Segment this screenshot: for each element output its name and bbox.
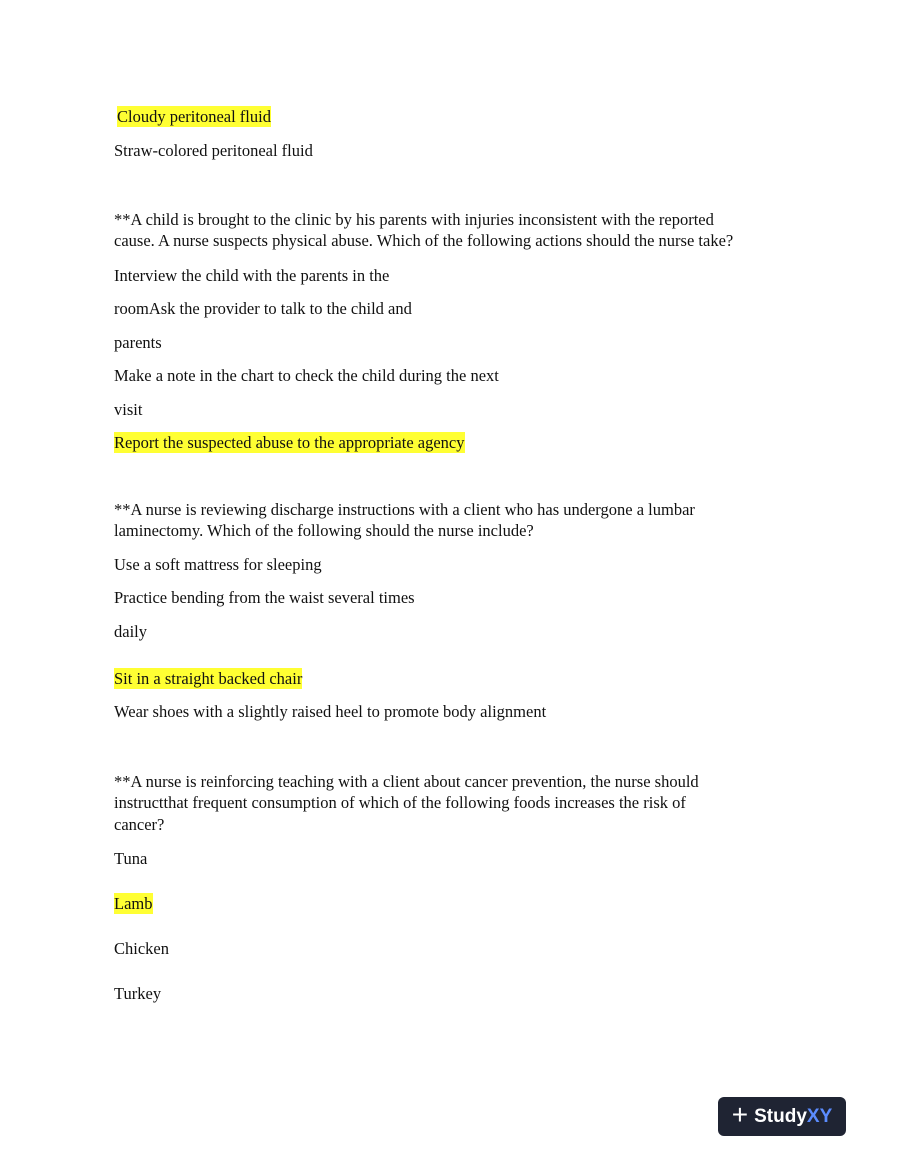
question-text: cause. A nurse suspects physical abuse. Which of the following actions should the nurse take? xyxy=(114,231,734,250)
answer-option: Turkey xyxy=(114,984,162,1003)
answer-highlighted: Sit in a straight backed chair xyxy=(114,669,303,688)
question-text: instructthat frequent consumption of which of the following foods increases the risk of xyxy=(114,793,686,812)
answer-option: roomAsk the provider to talk to the child and xyxy=(114,299,412,318)
answer-highlighted: Lamb xyxy=(114,894,153,913)
answer-option: Make a note in the chart to check the child during the next xyxy=(114,366,499,385)
answer-option: Chicken xyxy=(114,939,169,958)
answer-option: parents xyxy=(114,333,162,352)
answer-highlighted: Cloudy peritoneal fluid xyxy=(117,107,271,126)
logo-text-study: Study xyxy=(754,1105,807,1127)
question-text: laminectomy. Which of the following should the nurse include? xyxy=(114,521,534,540)
question-text: **A nurse is reviewing discharge instructions with a client who has undergone a lumbar xyxy=(114,500,695,519)
question-text: **A child is brought to the clinic by his parents with injuries inconsistent with the reported xyxy=(114,210,714,229)
answer-option: Straw-colored peritoneal fluid xyxy=(114,141,313,160)
answer-option: Wear shoes with a slightly raised heel to promote body alignment xyxy=(114,702,547,721)
plus-icon: + xyxy=(731,1099,749,1130)
answer-option: Interview the child with the parents in the xyxy=(114,266,390,285)
question-text: **A nurse is reinforcing teaching with a client about cancer prevention, the nurse should xyxy=(114,772,699,791)
answer-option: visit xyxy=(114,400,143,419)
answer-option: Use a soft mattress for sleeping xyxy=(114,555,322,574)
question-text: cancer? xyxy=(114,815,165,834)
answer-option: daily xyxy=(114,622,147,641)
answer-option: Tuna xyxy=(114,849,148,868)
answer-option: Practice bending from the waist several times xyxy=(114,588,415,607)
answer-highlighted: Report the suspected abuse to the appropriate agency xyxy=(114,433,465,452)
logo-text-xy: XY xyxy=(806,1105,833,1127)
studyxy-logo-badge[interactable] xyxy=(718,1097,846,1136)
